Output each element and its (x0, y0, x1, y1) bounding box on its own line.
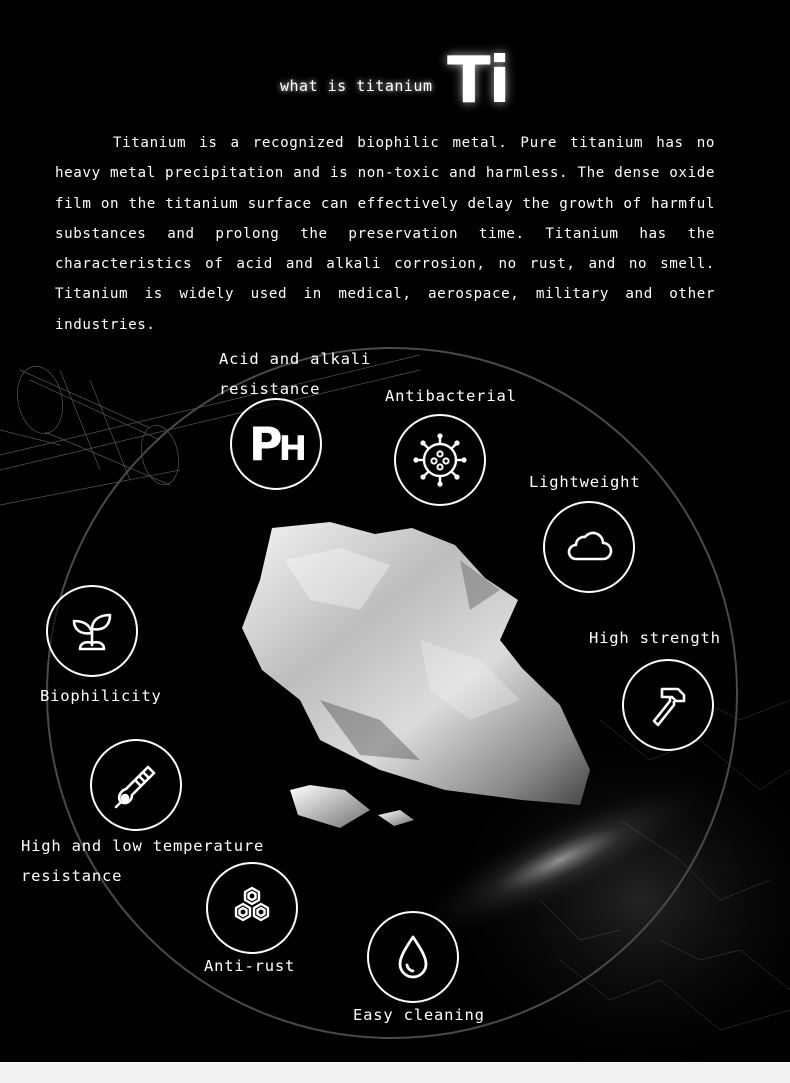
strength-label: High strength (589, 629, 721, 647)
acid-label (219, 344, 371, 404)
acid-label-line1: Acid and alkali (219, 350, 371, 368)
bottom-strip (0, 1062, 790, 1083)
temperature-label-line1: High and low temperature (21, 837, 265, 855)
lightweight-label: Lightweight (529, 473, 641, 491)
title-small: what is titanium (280, 77, 433, 95)
hexagons-icon (206, 862, 298, 954)
titanium-symbol: Ti (447, 44, 509, 118)
intro-paragraph: Titanium is a recognized biophilic metal. Pure titanium has no heavy metal precipitation and is non-toxic and harmless. The dense oxide film on the titanium surface can effectively delay the growth of harmful substances and prolong the preservation time. Titanium has the characteristics of acid and alkali corrosion, no rust, and no smell. Titanium is widely used in medical, aerospace, military and other industries. (55, 135, 715, 333)
plant-icon (46, 585, 138, 677)
biophilicity-label: Biophilicity (40, 687, 162, 705)
acid-label-line2: resistance (219, 380, 321, 398)
hammer-icon (622, 659, 714, 751)
title (0, 44, 790, 118)
cleaning-label: Easy cleaning (353, 1006, 485, 1024)
ph-icon: PH (230, 398, 322, 490)
thermometer-icon (90, 739, 182, 831)
temperature-label-line2: resistance (21, 867, 123, 885)
cloud-icon (543, 501, 635, 593)
water-drop-icon (367, 911, 459, 1003)
antirust-label: Anti-rust (204, 957, 296, 975)
titanium-rock (242, 522, 590, 828)
virus-icon (394, 414, 486, 506)
antibacterial-label: Antibacterial (385, 387, 517, 405)
